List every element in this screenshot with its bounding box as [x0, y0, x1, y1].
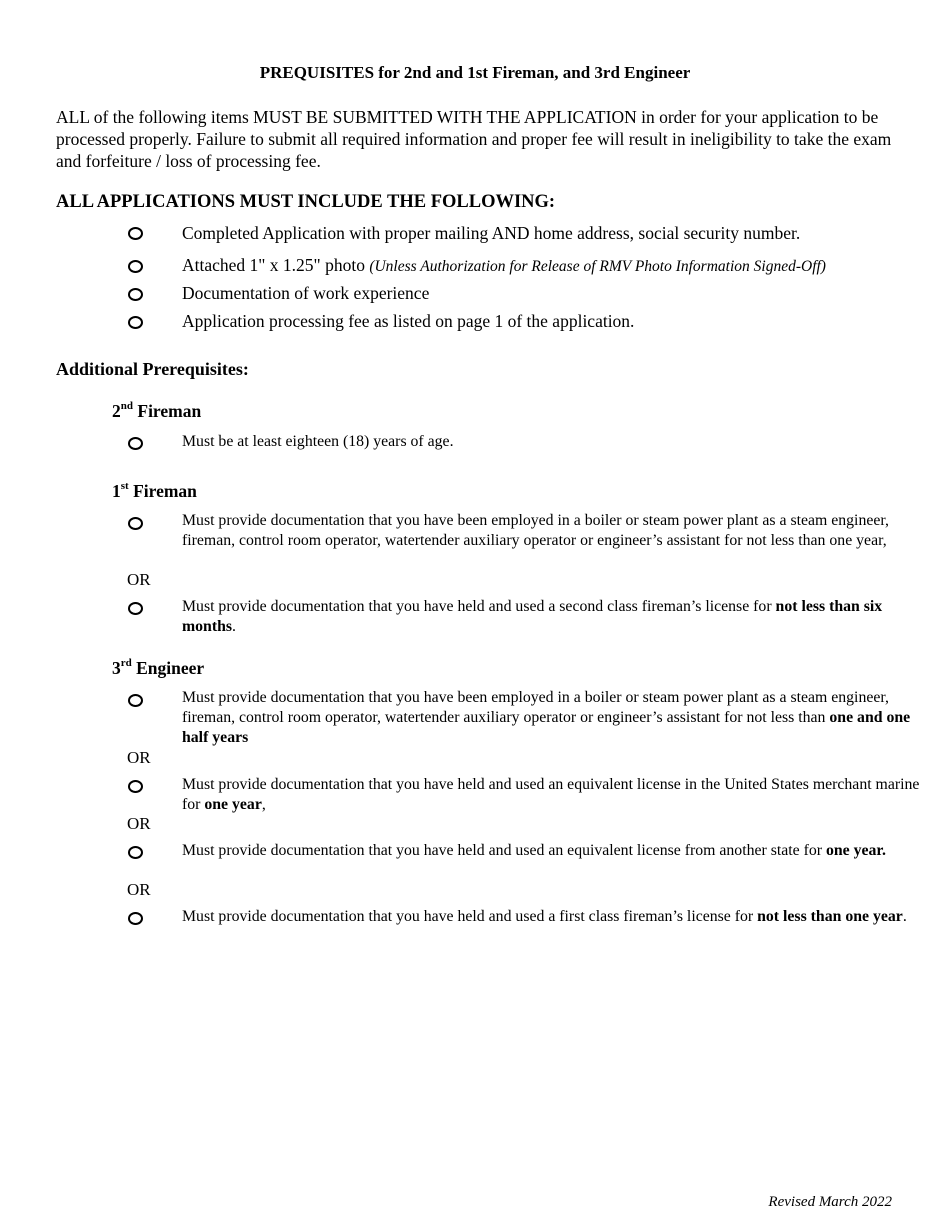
section-heading-2nd-fireman: 2nd Fireman [112, 400, 202, 421]
list-item: Must provide documentation that you have held and used an equivalent license from another state for one year. [182, 842, 886, 859]
radio-bullet-icon[interactable] [128, 288, 143, 301]
or-separator: OR [127, 748, 151, 767]
additional-prerequisites-heading: Additional Prerequisites: [56, 359, 249, 379]
radio-bullet-icon[interactable] [128, 602, 143, 615]
radio-bullet-icon[interactable] [128, 316, 143, 329]
list-item: Must provide documentation that you have been employed in a boiler or steam power plant as a steam engineer, fireman, control room operator, watertender auxiliary operator or engineer’s assistant for not less than one and one half years [182, 689, 911, 746]
list-item: Completed Application with proper mailing AND home address, social security number. [182, 223, 801, 243]
photo-item-note: (Unless Authorization for Release of RMV Photo Information Signed-Off) [369, 258, 826, 275]
radio-bullet-icon[interactable] [128, 517, 143, 530]
radio-bullet-icon[interactable] [128, 912, 143, 925]
radio-bullet-icon[interactable] [128, 694, 143, 707]
list-item [182, 254, 826, 278]
section-heading-1st-fireman: 1st Fireman [112, 480, 197, 501]
list-item: Must provide documentation that you have held and used a second class fireman’s license for not less than six months. [182, 598, 883, 635]
list-item: Must provide documentation that you have been employed in a boiler or steam power plant as a steam engineer, fireman, control room operator, watertender auxiliary operator or engineer’s assistant for not less than one year, [182, 512, 889, 549]
or-separator: OR [127, 880, 151, 899]
radio-bullet-icon[interactable] [128, 846, 143, 859]
photo-item-text: Attached 1" x 1.25" photo [182, 255, 365, 275]
or-separator: OR [127, 814, 151, 833]
list-item: Application processing fee as listed on page 1 of the application. [182, 311, 635, 331]
list-item: Must provide documentation that you have held and used a first class fireman’s license for not less than one year. [182, 908, 907, 925]
radio-bullet-icon[interactable] [128, 780, 143, 793]
section-heading-3rd-engineer: 3rd Engineer [112, 657, 205, 678]
or-separator: OR [127, 570, 151, 589]
list-item: Must provide documentation that you have held and used an equivalent license in the United States merchant marine for one year, [182, 776, 920, 813]
list-item: Must be at least eighteen (18) years of age. [182, 433, 454, 450]
all-applications-heading: ALL APPLICATIONS MUST INCLUDE THE FOLLOWING: [56, 192, 556, 212]
radio-bullet-icon[interactable] [128, 260, 143, 273]
list-item: Documentation of work experience [182, 283, 430, 303]
intro-paragraph: ALL of the following items MUST BE SUBMITTED WITH THE APPLICATION in order for your application to be processed properly. Failure to submit all required information and proper fee will result in ineligibility to take the exam and forfeiture / loss of processing fee. [56, 107, 892, 171]
page-title: PREQUISITES for 2nd and 1st Fireman, and 3rd Engineer [259, 63, 691, 82]
radio-bullet-icon[interactable] [128, 437, 143, 450]
revision-date: Revised March 2022 [768, 1194, 892, 1210]
radio-bullet-icon[interactable] [128, 227, 143, 240]
